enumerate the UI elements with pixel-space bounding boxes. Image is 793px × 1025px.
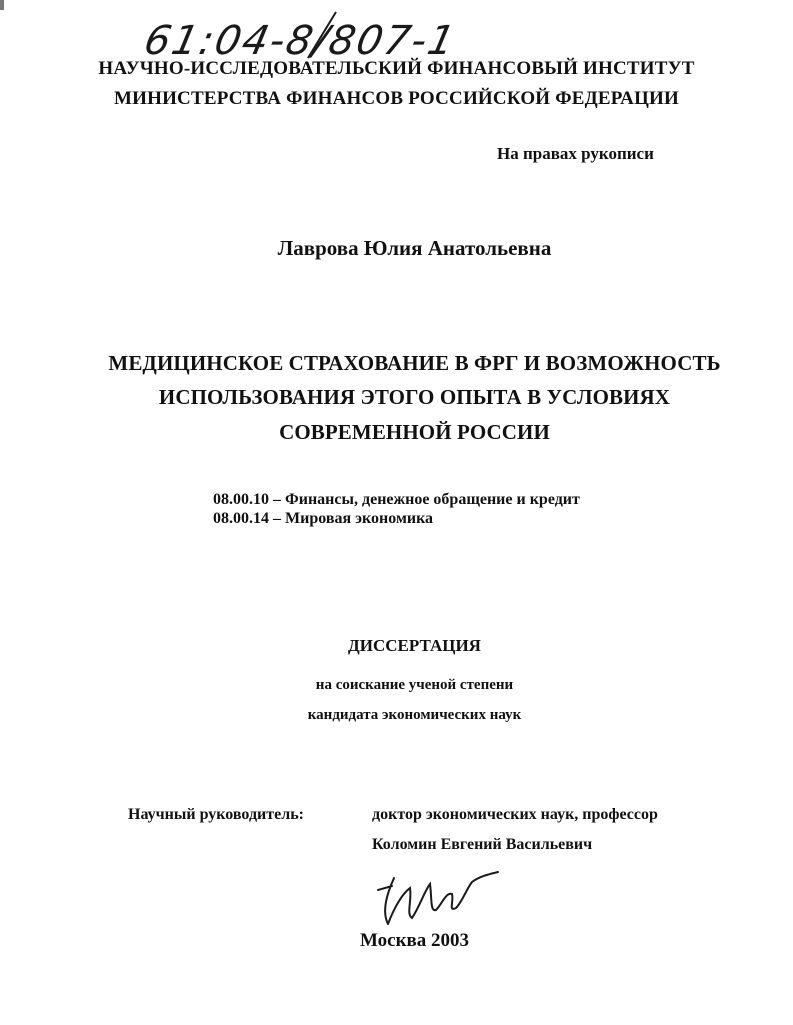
specialty-1: 08.00.10 – Финансы, денежное обращение и кредит [213, 491, 580, 508]
city-year: Москва 2003 [359, 930, 470, 951]
manuscript-rights: На правах рукописи [497, 144, 654, 163]
advisor-name: Коломин Евгений Васильевич [372, 836, 593, 853]
author-name: Лаврова Юлия Анатольевна [277, 236, 552, 260]
advisor-label: Научный руководитель: [128, 806, 304, 823]
title-line-2: ИСПОЛЬЗОВАНИЯ ЭТОГО ОПЫТА В УСЛОВИЯХ [158, 385, 671, 409]
scan-artifact [0, 0, 4, 10]
specialty-2: 08.00.14 – Мировая экономика [213, 510, 434, 527]
advisor-degree: доктор экономических наук, профессор [372, 806, 658, 823]
institution-line-2: МИНИСТЕРСТВА ФИНАНСОВ РОССИЙСКОЙ ФЕДЕРАЦИИ [113, 88, 680, 109]
degree-line-1: на соискание ученой степени [315, 677, 514, 693]
institution-line-1: НАУЧНО-ИССЛЕДОВАТЕЛЬСКИЙ ФИНАНСОВЫЙ ИНСТИТУТ [98, 58, 695, 79]
dissertation-heading: ДИССЕРТАЦИЯ [348, 636, 481, 655]
catalog-number-handwritten [140, 8, 460, 64]
degree-line-2: кандидата экономических наук [307, 707, 522, 723]
title-line-3: СОВРЕМЕННОЙ РОССИИ [279, 420, 550, 444]
advisor-signature [372, 868, 502, 930]
title-line-1: МЕДИЦИНСКОЕ СТРАХОВАНИЕ В ФРГ И ВОЗМОЖНОСТЬ [108, 351, 721, 375]
catalog-number-text: 61:04-8/807-1 [140, 16, 460, 64]
